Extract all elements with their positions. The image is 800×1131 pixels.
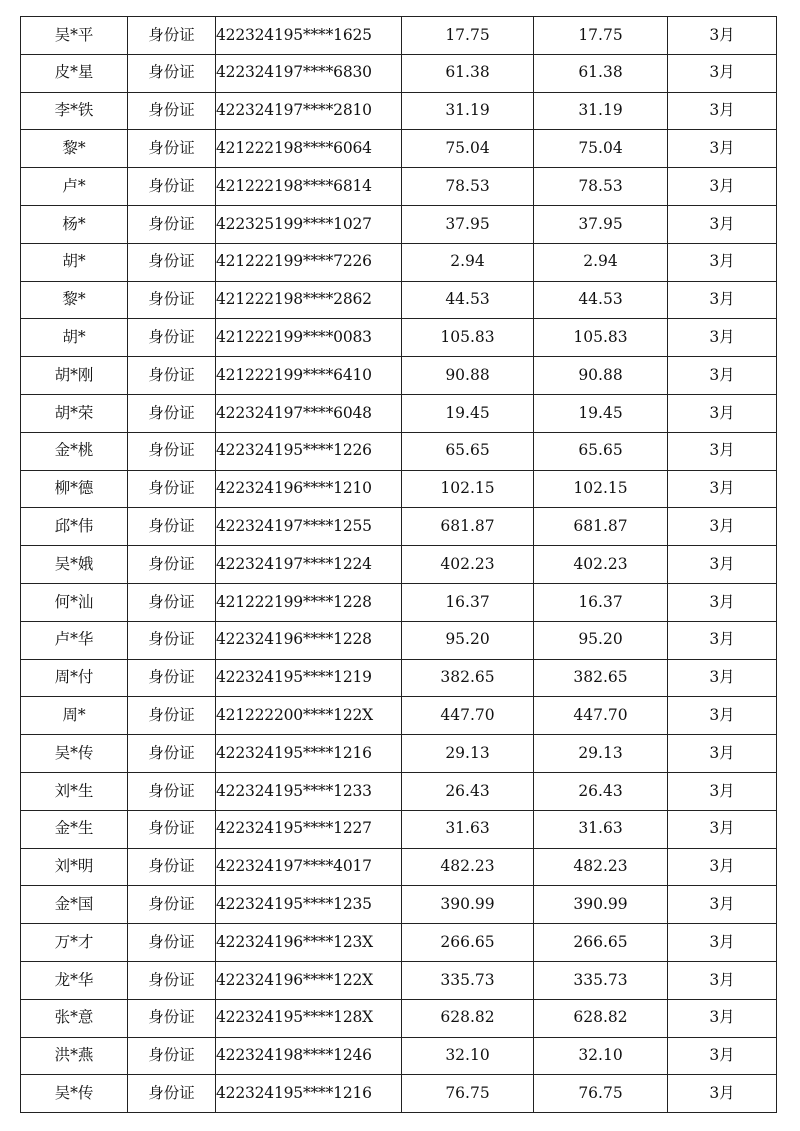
name-cell: 卢* <box>21 168 128 206</box>
amount-cell: 482.23 <box>402 848 534 886</box>
table-row <box>21 621 777 659</box>
table-row <box>21 999 777 1037</box>
month-cell: 3月 <box>668 205 777 243</box>
amount-cell: 17.75 <box>402 17 534 55</box>
amount-cell: 32.10 <box>402 1037 534 1075</box>
table-row <box>21 659 777 697</box>
table-row <box>21 357 777 395</box>
id-number-cell: 422324196****123X <box>216 924 402 962</box>
name-cell: 胡* <box>21 243 128 281</box>
id-type-cell: 身份证 <box>128 810 216 848</box>
id-type-cell: 身份证 <box>128 735 216 773</box>
id-number-cell: 422324195****1219 <box>216 659 402 697</box>
id-type-cell: 身份证 <box>128 546 216 584</box>
id-number-cell: 422324196****1210 <box>216 470 402 508</box>
id-number-cell: 421222199****6410 <box>216 357 402 395</box>
id-number-cell: 422324197****1255 <box>216 508 402 546</box>
id-type-cell: 身份证 <box>128 394 216 432</box>
month-cell: 3月 <box>668 659 777 697</box>
month-cell: 3月 <box>668 924 777 962</box>
month-cell: 3月 <box>668 546 777 584</box>
amount-paid-cell: 90.88 <box>534 357 668 395</box>
id-type-cell: 身份证 <box>128 697 216 735</box>
amount-paid-cell: 402.23 <box>534 546 668 584</box>
table-row <box>21 848 777 886</box>
amount-cell: 19.45 <box>402 394 534 432</box>
name-cell: 柳*德 <box>21 470 128 508</box>
amount-paid-cell: 382.65 <box>534 659 668 697</box>
table-row <box>21 1037 777 1075</box>
amount-cell: 75.04 <box>402 130 534 168</box>
id-number-cell: 421222200****122X <box>216 697 402 735</box>
month-cell: 3月 <box>668 735 777 773</box>
name-cell: 胡*刚 <box>21 357 128 395</box>
month-cell: 3月 <box>668 168 777 206</box>
id-number-cell: 422324195****1235 <box>216 886 402 924</box>
table-row <box>21 17 777 55</box>
id-type-cell: 身份证 <box>128 583 216 621</box>
table-row <box>21 130 777 168</box>
amount-cell: 31.63 <box>402 810 534 848</box>
name-cell: 吴*平 <box>21 17 128 55</box>
id-number-cell: 422324195****1227 <box>216 810 402 848</box>
table-row <box>21 432 777 470</box>
name-cell: 金*国 <box>21 886 128 924</box>
table-row <box>21 810 777 848</box>
table-row <box>21 924 777 962</box>
amount-cell: 447.70 <box>402 697 534 735</box>
amount-paid-cell: 681.87 <box>534 508 668 546</box>
table-row <box>21 92 777 130</box>
name-cell: 周*付 <box>21 659 128 697</box>
amount-paid-cell: 31.63 <box>534 810 668 848</box>
amount-paid-cell: 482.23 <box>534 848 668 886</box>
id-type-cell: 身份证 <box>128 17 216 55</box>
id-number-cell: 422324197****2810 <box>216 92 402 130</box>
table-row <box>21 886 777 924</box>
id-number-cell: 422324195****1226 <box>216 432 402 470</box>
id-number-cell: 421222199****1228 <box>216 583 402 621</box>
id-type-cell: 身份证 <box>128 999 216 1037</box>
amount-paid-cell: 628.82 <box>534 999 668 1037</box>
amount-cell: 76.75 <box>402 1075 534 1113</box>
name-cell: 卢*华 <box>21 621 128 659</box>
name-cell: 李*铁 <box>21 92 128 130</box>
id-number-cell: 422324197****6048 <box>216 394 402 432</box>
id-number-cell: 422324195****1625 <box>216 17 402 55</box>
month-cell: 3月 <box>668 17 777 55</box>
name-cell: 皮*星 <box>21 54 128 92</box>
table-row <box>21 546 777 584</box>
amount-paid-cell: 78.53 <box>534 168 668 206</box>
name-cell: 黎* <box>21 281 128 319</box>
id-number-cell: 422324197****6830 <box>216 54 402 92</box>
name-cell: 胡*荣 <box>21 394 128 432</box>
amount-cell: 266.65 <box>402 924 534 962</box>
id-type-cell: 身份证 <box>128 130 216 168</box>
amount-cell: 37.95 <box>402 205 534 243</box>
table-row <box>21 281 777 319</box>
month-cell: 3月 <box>668 886 777 924</box>
month-cell: 3月 <box>668 999 777 1037</box>
name-cell: 黎* <box>21 130 128 168</box>
table-row <box>21 243 777 281</box>
id-number-cell: 421222198****6064 <box>216 130 402 168</box>
name-cell: 金*生 <box>21 810 128 848</box>
table-row <box>21 54 777 92</box>
amount-paid-cell: 19.45 <box>534 394 668 432</box>
id-type-cell: 身份证 <box>128 281 216 319</box>
id-number-cell: 422324195****128X <box>216 999 402 1037</box>
name-cell: 龙*华 <box>21 961 128 999</box>
month-cell: 3月 <box>668 432 777 470</box>
name-cell: 吴*娥 <box>21 546 128 584</box>
amount-paid-cell: 26.43 <box>534 772 668 810</box>
name-cell: 洪*燕 <box>21 1037 128 1075</box>
amount-paid-cell: 16.37 <box>534 583 668 621</box>
table-row <box>21 168 777 206</box>
month-cell: 3月 <box>668 961 777 999</box>
amount-cell: 78.53 <box>402 168 534 206</box>
id-type-cell: 身份证 <box>128 924 216 962</box>
id-type-cell: 身份证 <box>128 1037 216 1075</box>
table-row <box>21 961 777 999</box>
amount-cell: 29.13 <box>402 735 534 773</box>
table-row <box>21 319 777 357</box>
month-cell: 3月 <box>668 848 777 886</box>
id-number-cell: 422324195****1216 <box>216 735 402 773</box>
amount-paid-cell: 447.70 <box>534 697 668 735</box>
month-cell: 3月 <box>668 697 777 735</box>
month-cell: 3月 <box>668 508 777 546</box>
id-number-cell: 422324198****1246 <box>216 1037 402 1075</box>
amount-cell: 61.38 <box>402 54 534 92</box>
subsidy-table <box>20 16 777 1113</box>
amount-cell: 102.15 <box>402 470 534 508</box>
amount-cell: 382.65 <box>402 659 534 697</box>
id-type-cell: 身份证 <box>128 470 216 508</box>
amount-paid-cell: 32.10 <box>534 1037 668 1075</box>
id-type-cell: 身份证 <box>128 621 216 659</box>
amount-cell: 95.20 <box>402 621 534 659</box>
id-type-cell: 身份证 <box>128 1075 216 1113</box>
name-cell: 吴*传 <box>21 735 128 773</box>
month-cell: 3月 <box>668 394 777 432</box>
amount-paid-cell: 2.94 <box>534 243 668 281</box>
month-cell: 3月 <box>668 281 777 319</box>
name-cell: 吴*传 <box>21 1075 128 1113</box>
table-row <box>21 1075 777 1113</box>
id-type-cell: 身份证 <box>128 168 216 206</box>
name-cell: 何*汕 <box>21 583 128 621</box>
id-type-cell: 身份证 <box>128 319 216 357</box>
id-number-cell: 422324195****1233 <box>216 772 402 810</box>
name-cell: 万*才 <box>21 924 128 962</box>
id-number-cell: 422324197****4017 <box>216 848 402 886</box>
month-cell: 3月 <box>668 357 777 395</box>
amount-cell: 390.99 <box>402 886 534 924</box>
id-type-cell: 身份证 <box>128 205 216 243</box>
id-type-cell: 身份证 <box>128 961 216 999</box>
month-cell: 3月 <box>668 243 777 281</box>
amount-cell: 628.82 <box>402 999 534 1037</box>
amount-paid-cell: 31.19 <box>534 92 668 130</box>
month-cell: 3月 <box>668 810 777 848</box>
table-row <box>21 470 777 508</box>
id-number-cell: 422324197****1224 <box>216 546 402 584</box>
name-cell: 张*意 <box>21 999 128 1037</box>
id-number-cell: 422324195****1216 <box>216 1075 402 1113</box>
name-cell: 邱*伟 <box>21 508 128 546</box>
amount-cell: 2.94 <box>402 243 534 281</box>
id-number-cell: 421222198****2862 <box>216 281 402 319</box>
name-cell: 金*桃 <box>21 432 128 470</box>
month-cell: 3月 <box>668 319 777 357</box>
id-type-cell: 身份证 <box>128 659 216 697</box>
table-body <box>21 17 777 1113</box>
amount-cell: 105.83 <box>402 319 534 357</box>
amount-paid-cell: 37.95 <box>534 205 668 243</box>
amount-paid-cell: 61.38 <box>534 54 668 92</box>
name-cell: 杨* <box>21 205 128 243</box>
name-cell: 周* <box>21 697 128 735</box>
amount-cell: 335.73 <box>402 961 534 999</box>
amount-paid-cell: 17.75 <box>534 17 668 55</box>
table-row <box>21 394 777 432</box>
id-type-cell: 身份证 <box>128 92 216 130</box>
table-row <box>21 697 777 735</box>
id-type-cell: 身份证 <box>128 508 216 546</box>
amount-cell: 31.19 <box>402 92 534 130</box>
id-number-cell: 422324196****122X <box>216 961 402 999</box>
name-cell: 刘*明 <box>21 848 128 886</box>
month-cell: 3月 <box>668 130 777 168</box>
id-type-cell: 身份证 <box>128 772 216 810</box>
id-number-cell: 421222199****7226 <box>216 243 402 281</box>
id-type-cell: 身份证 <box>128 432 216 470</box>
month-cell: 3月 <box>668 772 777 810</box>
table-row <box>21 583 777 621</box>
table-row <box>21 772 777 810</box>
id-type-cell: 身份证 <box>128 886 216 924</box>
month-cell: 3月 <box>668 54 777 92</box>
amount-cell: 16.37 <box>402 583 534 621</box>
amount-cell: 44.53 <box>402 281 534 319</box>
amount-cell: 402.23 <box>402 546 534 584</box>
amount-cell: 90.88 <box>402 357 534 395</box>
id-number-cell: 421222199****0083 <box>216 319 402 357</box>
id-number-cell: 422325199****1027 <box>216 205 402 243</box>
id-type-cell: 身份证 <box>128 243 216 281</box>
name-cell: 胡* <box>21 319 128 357</box>
amount-paid-cell: 29.13 <box>534 735 668 773</box>
month-cell: 3月 <box>668 1075 777 1113</box>
amount-paid-cell: 44.53 <box>534 281 668 319</box>
id-type-cell: 身份证 <box>128 848 216 886</box>
id-type-cell: 身份证 <box>128 54 216 92</box>
id-type-cell: 身份证 <box>128 357 216 395</box>
amount-paid-cell: 335.73 <box>534 961 668 999</box>
amount-paid-cell: 76.75 <box>534 1075 668 1113</box>
amount-paid-cell: 75.04 <box>534 130 668 168</box>
table-row <box>21 508 777 546</box>
month-cell: 3月 <box>668 621 777 659</box>
amount-paid-cell: 65.65 <box>534 432 668 470</box>
month-cell: 3月 <box>668 92 777 130</box>
amount-paid-cell: 102.15 <box>534 470 668 508</box>
id-number-cell: 421222198****6814 <box>216 168 402 206</box>
amount-paid-cell: 105.83 <box>534 319 668 357</box>
month-cell: 3月 <box>668 583 777 621</box>
month-cell: 3月 <box>668 470 777 508</box>
amount-cell: 26.43 <box>402 772 534 810</box>
table-row <box>21 205 777 243</box>
amount-cell: 681.87 <box>402 508 534 546</box>
table-row <box>21 735 777 773</box>
amount-paid-cell: 266.65 <box>534 924 668 962</box>
name-cell: 刘*生 <box>21 772 128 810</box>
month-cell: 3月 <box>668 1037 777 1075</box>
id-number-cell: 422324196****1228 <box>216 621 402 659</box>
amount-cell: 65.65 <box>402 432 534 470</box>
amount-paid-cell: 95.20 <box>534 621 668 659</box>
amount-paid-cell: 390.99 <box>534 886 668 924</box>
